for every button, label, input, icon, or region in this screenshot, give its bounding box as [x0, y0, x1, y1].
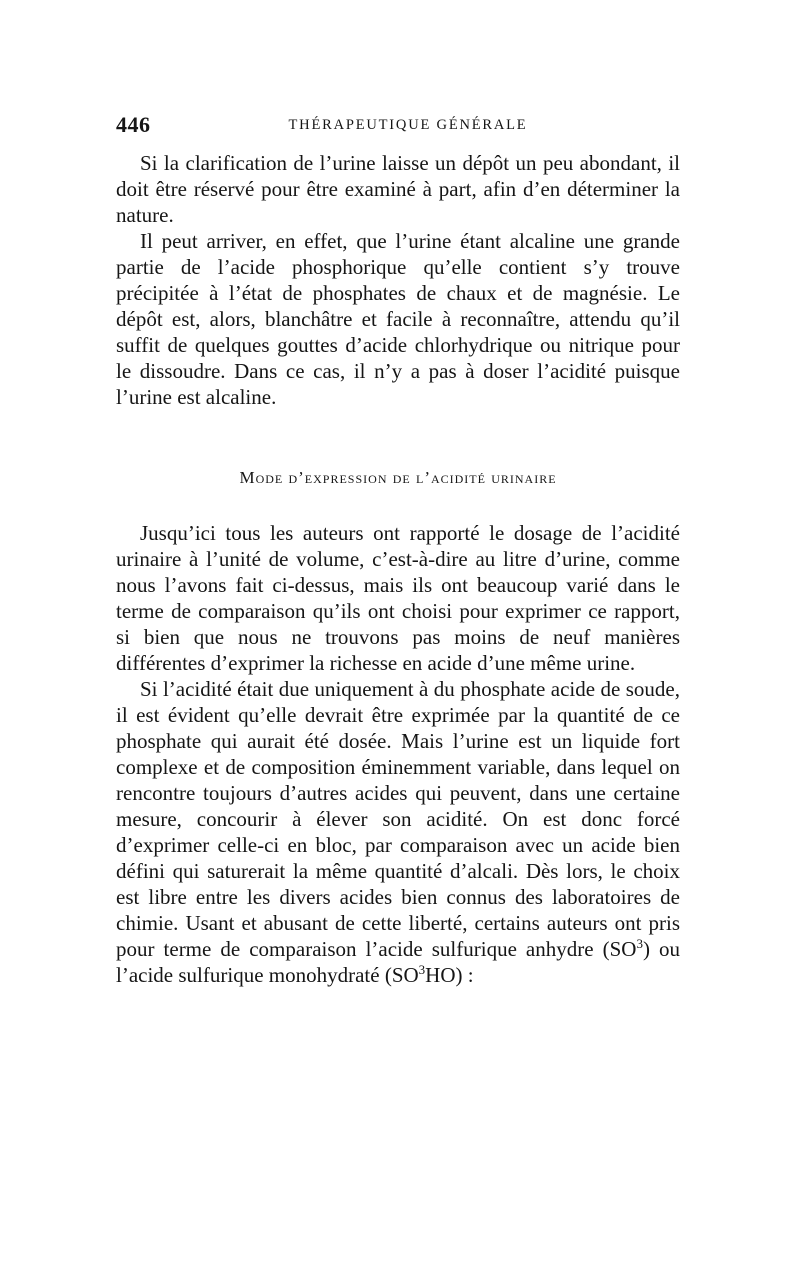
formula-so3-anhydre: $(SO^3)$ — [593, 936, 650, 961]
paragraph-phosphate-acidity — [116, 676, 680, 988]
running-title: THÉRAPEUTIQUE GÉNÉRALE — [288, 117, 528, 133]
page-header — [116, 112, 680, 138]
formula-so3ho-monohydrate: $(SO^3HO)$ : — [384, 962, 474, 987]
text-block-bottom — [116, 520, 680, 988]
paragraph-phosphate-acidity-text: Si l’acidité était due uniquement à du phosphate acide de soude, il est évident qu’elle devrait être exprimée par la quantité de ce phosphate qui aurait été dosée. Mais l’urine est un liquide fort complexe et de composition éminemment variable, dans lequel on rencontre toujours d’autres acides qui peuvent, dans une certaine mesure, concourir à élever son acidité. On est donc forcé d’exprimer celle-ci en bloc, par comparaison avec un acide bien défini qui saturerait la même quantité d’alcali. Dès lors, le choix est libre entre les divers acides bien connus des laboratoires de chimie. Usant et abusant de cette liberté, certains auteurs ont pris pour terme de comparaison l’acide sulfurique anhydre — [116, 677, 680, 961]
text-block-top — [116, 150, 680, 410]
section-heading: Mode d’expression de l’acidité urinaire — [239, 468, 557, 487]
paragraph-alkaline-urine: Il peut arriver, en effet, que l’urine étant alcaline une grande partie de l’acide phosphorique qu’elle contient s’y trouve précipitée à l’état de phosphates de chaux et de magnésie. Le dépôt est, alors, blanchâtre et facile à reconnaître, attendu qu’il suffit de quelques gouttes d’acide chlorhydrique ou nitrique pour le dissoudre. Dans ce cas, il n’y a pas à doser l’acidité puisque l’urine est alcaline. — [116, 229, 680, 409]
paragraph-dosage-history: Jusqu’ici tous les auteurs ont rapporté le dosage de l’acidité urinaire à l’unité de volume, c’est-à-dire au litre d’urine, comme nous l’avons fait ci-dessus, mais ils ont beaucoup varié dans le terme de comparaison qu’ils ont choisi pour exprimer ce rapport, si bien que nous ne trouvons pas moins de neuf manières différentes d’exprimer la richesse en acide d’une même urine. — [116, 521, 680, 675]
page-number: 446 — [116, 112, 151, 137]
formula-connector: ou l’acide sulfurique monohydraté — [116, 937, 681, 987]
paragraph-clarification: Si la clarification de l’urine laisse un dépôt un peu abondant, il doit être réservé pour être examiné à part, afin d’en déterminer la nature. — [116, 151, 680, 227]
